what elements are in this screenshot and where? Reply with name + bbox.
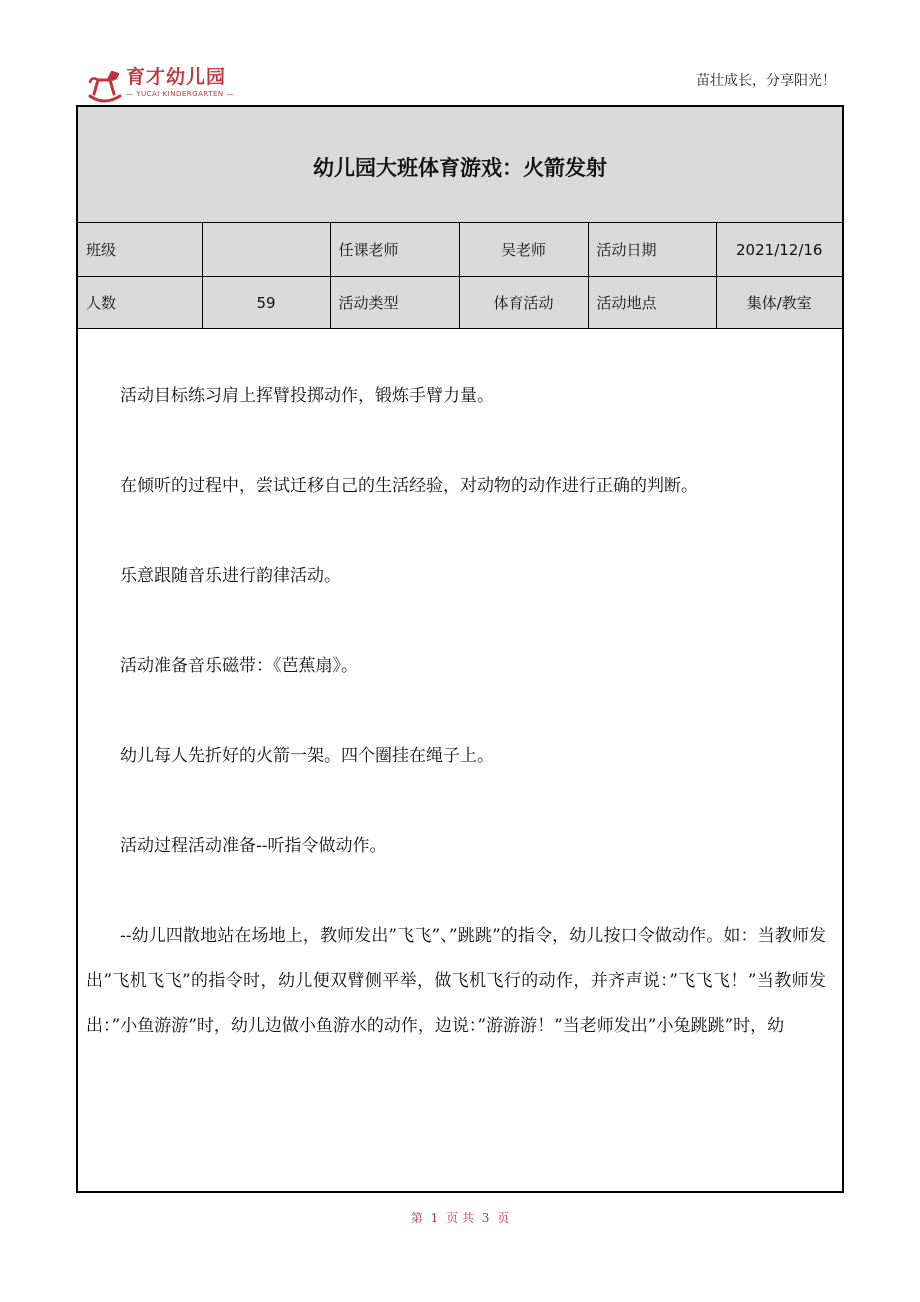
- class-value: [202, 223, 330, 277]
- count-label: 人数: [78, 277, 202, 329]
- rocking-horse-icon: [84, 66, 124, 104]
- class-label: 班级: [78, 223, 202, 277]
- lesson-plan: [76, 107, 844, 1193]
- document-title: 幼儿园大班体育游戏：火箭发射: [313, 155, 607, 180]
- footer-mid: 页 共: [446, 1211, 474, 1225]
- paragraph: 活动过程活动准备--听指令做动作。: [120, 836, 387, 856]
- paragraph: --幼儿四散地站在场地上，教师发出”飞飞”、”跳跳”的指令，幼儿按口令做动作。如：当教师发出”飞机飞飞”的指令时，幼儿便双臂侧平举，做飞机飞行的动作，并齐声说：”飞飞飞！”当教师发出：”小鱼游游”时，幼儿边做小鱼游水的动作，边说：”游游游！”当老师发出”小兔跳跳”时，幼: [86, 926, 826, 1036]
- count-value: 59: [202, 277, 330, 329]
- header-slogan: 苗壮成长，分享阳光！: [696, 73, 836, 89]
- info-table: [78, 223, 842, 329]
- location-label: 活动地点: [588, 277, 716, 329]
- footer-page-number: 1: [430, 1211, 439, 1225]
- paragraph: 活动准备音乐磁带：《芭蕉扇》。: [120, 656, 358, 676]
- document-body: [86, 329, 826, 1049]
- type-label: 活动类型: [330, 277, 459, 329]
- page-footer: [0, 1209, 920, 1226]
- location-value: 集体/教室: [716, 277, 842, 329]
- date-label: 活动日期: [588, 223, 716, 277]
- footer-suffix: 页: [497, 1211, 510, 1225]
- logo-name: 育才幼儿园: [126, 66, 227, 88]
- paragraph: 幼儿每人先折好的火箭一架。四个圈挂在绳子上。: [120, 746, 494, 766]
- page-header: [76, 62, 844, 106]
- footer-prefix: 第: [410, 1211, 423, 1225]
- logo: [84, 66, 234, 104]
- info-row: [78, 277, 842, 329]
- footer-total-pages: 3: [481, 1211, 490, 1225]
- paragraph: 在倾听的过程中，尝试迁移自己的生活经验，对动物的动作进行正确的判断。: [120, 476, 698, 496]
- title-row: [78, 107, 842, 223]
- logo-subtitle: — YUCAI KINDERGARTEN —: [126, 90, 234, 98]
- paragraph: 乐意跟随音乐进行韵律活动。: [120, 566, 341, 586]
- teacher-value: 吴老师: [459, 223, 588, 277]
- date-value: 2021/12/16: [716, 223, 842, 277]
- info-row: [78, 223, 842, 277]
- teacher-label: 任课老师: [330, 223, 459, 277]
- type-value: 体育活动: [459, 277, 588, 329]
- paragraph: 活动目标练习肩上挥臂投掷动作，锻炼手臂力量。: [120, 386, 494, 406]
